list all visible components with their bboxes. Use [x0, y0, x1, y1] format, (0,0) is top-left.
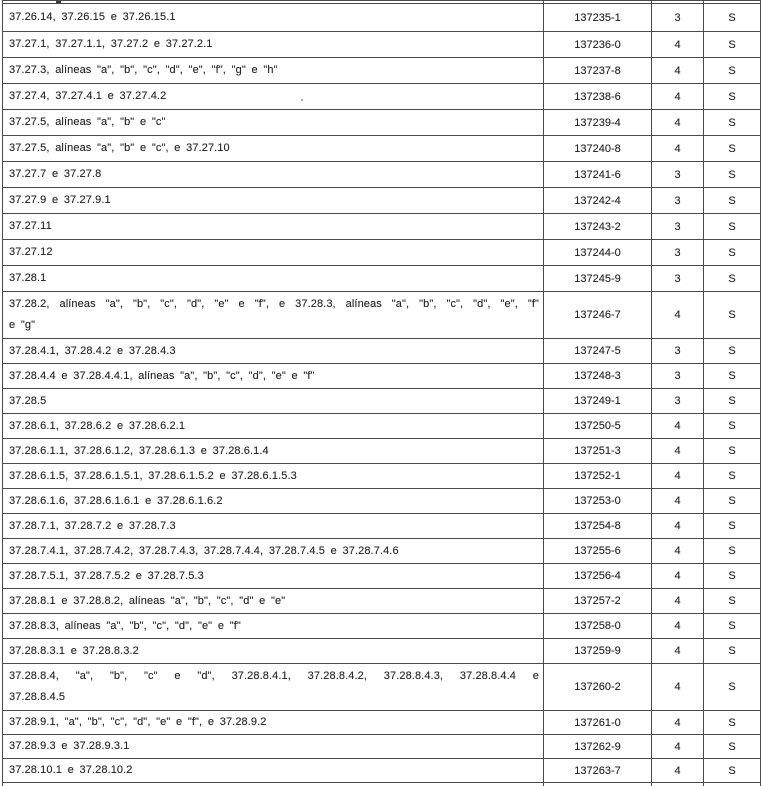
item-cell: [3, 58, 544, 84]
item-text: 37.27.5, alíneas "a", "b" e "c": [9, 116, 166, 128]
table-row: [3, 464, 761, 489]
code-cell: 137260-2: [544, 664, 652, 711]
level-cell: 4: [652, 464, 704, 489]
level-cell: 4: [652, 664, 704, 711]
level-cell: 3: [652, 389, 704, 414]
level-cell: 3: [652, 188, 704, 214]
status-cell: S: [704, 339, 761, 364]
level-cell: 4: [652, 564, 704, 589]
status-cell: S: [704, 162, 761, 188]
table-row: [3, 711, 761, 735]
item-cell: [3, 711, 544, 735]
code-cell: 137262-9: [544, 735, 652, 759]
item-text: 37.28.8.4, "a", "b", "c" e "d", 37.28.8.4.1, 37.28.8.4.2, 37.28.8.4.3, 37.28.8.4.4 e: [9, 670, 539, 682]
code-cell: 137238-6: [544, 84, 652, 110]
item-text: 37.26.14, 37.26.15 e 37.26.15.1: [9, 11, 176, 23]
status-cell: S: [704, 711, 761, 735]
item-cell: [3, 439, 544, 464]
code-cell: 137258-0: [544, 614, 652, 639]
item-text: 37.28.7.5.1, 37.28.7.5.2 e 37.28.7.5.3: [9, 569, 204, 582]
level-cell: 4: [652, 514, 704, 539]
table-row: [3, 514, 761, 539]
status-cell: S: [704, 489, 761, 514]
code-cell: 137263-7: [544, 759, 652, 783]
clipped-row-bottom: [3, 783, 761, 786]
table-row: [3, 735, 761, 759]
item-text: e "g": [9, 319, 36, 331]
item-text: 37.28.8.1 e 37.28.8.2, alíneas "a", "b", "c", "d" e "e": [9, 594, 286, 607]
item-cell: [3, 136, 544, 162]
item-cell: [3, 188, 544, 214]
level-cell: 4: [652, 614, 704, 639]
table-row: [3, 162, 761, 188]
item-text: 37.27.1, 37.27.1.1, 37.27.2 e 37.27.2.1: [9, 38, 213, 50]
item-text: 37.28.7.4.1, 37.28.7.4.2, 37.28.7.4.3, 37.28.7.4.4, 37.28.7.4.5 e 37.28.7.4.6: [9, 544, 399, 557]
code-cell: 137261-0: [544, 711, 652, 735]
status-cell: S: [704, 464, 761, 489]
status-cell: S: [704, 389, 761, 414]
code-cell: 137259-9: [544, 639, 652, 664]
item-cell: [3, 414, 544, 439]
status-cell: S: [704, 84, 761, 110]
code-cell: 137239-4: [544, 110, 652, 136]
status-cell: S: [704, 188, 761, 214]
status-cell: S: [704, 439, 761, 464]
item-text: 37.28.6.1.1, 37.28.6.1.2, 37.28.6.1.3 e 37.28.6.1.4: [9, 444, 269, 457]
table-row: [3, 240, 761, 266]
item-text: 37.28.10.1 e 37.28.10.2: [9, 764, 133, 776]
level-cell: 3: [652, 162, 704, 188]
item-text: 37.27.3, alíneas "a", "b", "c", "d", "e", "f", "g" e "h": [9, 64, 278, 76]
status-cell: S: [704, 414, 761, 439]
code-cell: 137250-5: [544, 414, 652, 439]
table-row: [3, 664, 761, 711]
status-cell: S: [704, 639, 761, 664]
code-cell: [544, 783, 652, 786]
table-row: [3, 539, 761, 564]
item-text: 37.28.8.3, alíneas "a", "b", "c", "d", "e" e "f": [9, 619, 241, 632]
code-cell: 137235-1: [544, 4, 652, 32]
item-text: 37.27.12: [9, 246, 53, 258]
item-cell: [3, 759, 544, 783]
status-cell: S: [704, 4, 761, 32]
item-cell: [3, 514, 544, 539]
code-cell: 137246-7: [544, 292, 652, 339]
status-cell: S: [704, 240, 761, 266]
item-text: 37.27.5, alíneas "a", "b" e "c", e 37.27.10: [9, 142, 230, 154]
table-row: [3, 364, 761, 389]
code-cell: 137243-2: [544, 214, 652, 240]
item-cell: [3, 639, 544, 664]
status-cell: S: [704, 32, 761, 58]
item-cell: [3, 389, 544, 414]
level-cell: 4: [652, 414, 704, 439]
code-cell: 137254-8: [544, 514, 652, 539]
table-row: [3, 136, 761, 162]
item-text: 37.27.4, 37.27.4.1 e 37.27.4.2: [9, 90, 167, 102]
level-cell: 4: [652, 711, 704, 735]
item-text: 37.28.8.3.1 e 37.28.8.3.2: [9, 644, 139, 657]
item-cell: [3, 614, 544, 639]
item-text: 37.28.6.1, 37.28.6.2 e 37.28.6.2.1: [9, 419, 186, 432]
item-text: 37.28.5: [9, 394, 47, 407]
status-cell: S: [704, 136, 761, 162]
level-cell: 3: [652, 364, 704, 389]
item-cell: [3, 214, 544, 240]
table-row: [3, 110, 761, 136]
status-cell: S: [704, 539, 761, 564]
status-cell: S: [704, 58, 761, 84]
item-text: 37.27.11: [9, 220, 52, 232]
level-cell: 4: [652, 735, 704, 759]
item-cell: [3, 32, 544, 58]
code-cell: 137253-0: [544, 489, 652, 514]
item-cell: [3, 84, 544, 110]
item-cell: [3, 735, 544, 759]
item-cell: [3, 564, 544, 589]
level-cell: 4: [652, 489, 704, 514]
code-cell: 137255-6: [544, 539, 652, 564]
status-cell: S: [704, 266, 761, 292]
level-cell: 3: [652, 214, 704, 240]
level-cell: 3: [652, 339, 704, 364]
item-text: 37.28.4.4 e 37.28.4.4.1, alíneas "a", "b", "c", "d", "e" e "f": [9, 369, 315, 382]
status-cell: S: [704, 614, 761, 639]
status-cell: S: [704, 364, 761, 389]
code-cell: 137257-2: [544, 589, 652, 614]
table-row: [3, 339, 761, 364]
status-cell: S: [704, 759, 761, 783]
item-cell: [3, 162, 544, 188]
code-cell: 137241-6: [544, 162, 652, 188]
level-cell: 4: [652, 639, 704, 664]
level-cell: 4: [652, 589, 704, 614]
table-row: [3, 759, 761, 783]
item-cell: [3, 292, 544, 339]
item-text: 37.28.9.3 e 37.28.9.3.1: [9, 740, 130, 752]
item-cell: [3, 364, 544, 389]
table-row: [3, 639, 761, 664]
level-cell: 4: [652, 439, 704, 464]
level-cell: 4: [652, 58, 704, 84]
item-cell: [3, 4, 544, 32]
level-cell: 4: [652, 110, 704, 136]
level-cell: 4: [652, 84, 704, 110]
item-text: 37.28.8.4.5: [9, 691, 66, 703]
code-cell: 137248-3: [544, 364, 652, 389]
status-cell: S: [704, 292, 761, 339]
code-cell: 137256-4: [544, 564, 652, 589]
table-row: [3, 188, 761, 214]
code-cell: 137252-1: [544, 464, 652, 489]
code-cell: 137245-9: [544, 266, 652, 292]
code-cell: 137236-0: [544, 32, 652, 58]
table-row: [3, 32, 761, 58]
level-cell: 4: [652, 136, 704, 162]
code-cell: 137244-0: [544, 240, 652, 266]
level-cell: 4: [652, 32, 704, 58]
status-cell: S: [704, 735, 761, 759]
level-cell: 4: [652, 759, 704, 783]
item-text: 37.28.7.1, 37.28.7.2 e 37.28.7.3: [9, 519, 176, 532]
status-cell: S: [704, 214, 761, 240]
item-cell: [3, 339, 544, 364]
item-cell: [3, 464, 544, 489]
status-cell: S: [704, 514, 761, 539]
code-cell: 137237-8: [544, 58, 652, 84]
item-cell: [3, 589, 544, 614]
item-cell: [3, 110, 544, 136]
item-cell: [3, 266, 544, 292]
item-text: 37.28.6.1.6, 37.28.6.1.6.1 e 37.28.6.1.6.2: [9, 494, 223, 507]
item-cell: [3, 489, 544, 514]
item-text: 37.28.2, alíneas "a", "b", "c", "d", "e" e "f", e 37.28.3, alíneas "a", "b", "c", "d", "e", "f": [9, 298, 539, 310]
table-row: [3, 589, 761, 614]
level-cell: 3: [652, 4, 704, 32]
status-cell: S: [704, 589, 761, 614]
status-cell: S: [704, 564, 761, 589]
table-row: [3, 266, 761, 292]
code-cell: 137242-4: [544, 188, 652, 214]
item-text: 37.27.9 e 37.27.9.1: [9, 194, 111, 206]
level-cell: 3: [652, 240, 704, 266]
code-cell: 137247-5: [544, 339, 652, 364]
table-row: [3, 414, 761, 439]
item-text: 37.28.1: [9, 272, 47, 284]
code-cell: 137251-3: [544, 439, 652, 464]
level-cell: [652, 783, 704, 786]
level-cell: 4: [652, 539, 704, 564]
status-cell: S: [704, 664, 761, 711]
table-row: [3, 489, 761, 514]
table-row: [3, 564, 761, 589]
item-text: 37.28.4.1, 37.28.4.2 e 37.28.4.3: [9, 344, 176, 357]
table-row: [3, 84, 761, 110]
table-row: [3, 4, 761, 32]
table-row: [3, 58, 761, 84]
status-cell: [704, 783, 761, 786]
items-codes-table: [2, 0, 761, 786]
table-row: [3, 614, 761, 639]
item-cell: [3, 539, 544, 564]
level-cell: 3: [652, 266, 704, 292]
item-text: 37.27.7 e 37.27.8: [9, 168, 102, 180]
item-cell: [3, 664, 544, 711]
item-text: 37.28.9.1, "a", "b", "c", "d", "e" e "f", e 37.28.9.2: [9, 716, 267, 728]
status-cell: S: [704, 110, 761, 136]
level-cell: 4: [652, 292, 704, 339]
code-cell: 137249-1: [544, 389, 652, 414]
table-row: [3, 439, 761, 464]
table-row: [3, 214, 761, 240]
table-row: [3, 389, 761, 414]
table-row: [3, 292, 761, 339]
item-text: 37.28.6.1.5, 37.28.6.1.5.1, 37.28.6.1.5.2 e 37.28.6.1.5.3: [9, 469, 297, 482]
code-cell: 137240-8: [544, 136, 652, 162]
item-cell: [3, 783, 544, 786]
item-cell: [3, 240, 544, 266]
